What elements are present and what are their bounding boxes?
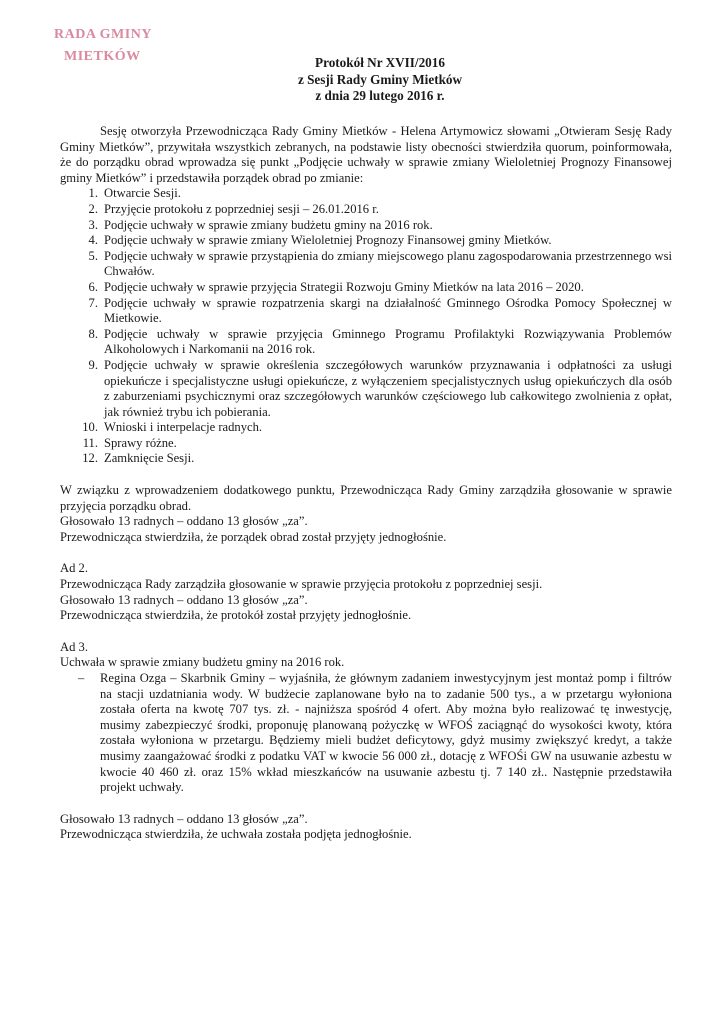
agenda-number: 1. (88, 186, 98, 201)
protocol-body (60, 124, 672, 843)
agenda-item (60, 233, 672, 249)
ad3-treasurer-statement (60, 671, 672, 796)
spacer (60, 545, 672, 561)
agenda-list (60, 186, 672, 467)
agenda-vote-paragraph: W związku z wprowadzeniem dodatkowego punktu, Przewodnicząca Rady Gminy zarządziła głosowanie w sprawie przyjęcia porządku obrad. (60, 483, 672, 513)
agenda-text: Podjęcie uchwały w sprawie przyjęcia Strategii Rozwoju Gminy Mietków na lata 2016 – 2020. (104, 279, 584, 294)
agenda-number: 5. (88, 248, 98, 263)
agenda-item (60, 451, 672, 467)
agenda-number: 12. (82, 451, 98, 466)
agenda-text: Podjęcie uchwały w sprawie zmiany Wieloletniej Prognozy Finansowej gminy Mietków. (104, 233, 552, 248)
agenda-text: Podjęcie uchwały w sprawie przyjęcia Gminnego Programu Profilaktyki Rozwiązywania Problemów Alkoholowych i Narkomanii na 2016 rok. (104, 326, 672, 357)
ad3-heading: Ad 3. (60, 639, 88, 654)
agenda-number: 6. (88, 279, 98, 294)
treasurer-statement-text: Regina Ozga – Skarbnik Gminy – wyjaśniła, że głównym zadaniem inwestycyjnym jest montaż pomp i filtrów na stacji uzdatniania wody. W budżecie zaplanowane było na to zadanie 500 tys., a w przetargu wyłoniona została oferta na kwotę 707 tys. zł. - najniższa spośród 4 ofert. Aby można było realizować tę inwestycję, musimy zabezpieczyć środki, proponuję planowaną pożyczkę w WFOŚ zaciągnąć do wysokości kwoty, która została wyłoniona w przetargu. Będziemy mieli budżet deficytowy, gdyż musimy zwiększyć kredyt, a także musimy zaangażować środki z podatku VAT w kwocie 56 000 zł., dotację z WFOŚi GW na usuwanie azbestu w kwocie 40 460 zł. oraz 15% wkład mieszkańców na usuwanie azbestu tj. 7 140 zł.. Następnie przedstawiła projekt uchwały. (100, 671, 672, 795)
ad2-vote-count: Głosowało 13 radnych – oddano 13 głosów „za”. (60, 592, 308, 607)
agenda-item (60, 218, 672, 234)
agenda-item (60, 202, 672, 218)
agenda-text: Podjęcie uchwały w sprawie przystąpienia do zmiany miejscowego planu zagospodarowania przestrzennego wsi Chwałów. (104, 248, 672, 279)
agenda-text: Sprawy różne. (104, 435, 177, 450)
agenda-text: Przyjęcie protokołu z poprzedniej sesji – 26.01.2016 r. (104, 201, 379, 216)
ad3-vote-count: Głosowało 13 radnych – oddano 13 głosów „za”. (60, 811, 308, 826)
ad2-paragraph: Przewodnicząca Rady zarządziła głosowanie w sprawie przyjęcia protokołu z poprzedniej sesji. (60, 577, 543, 592)
agenda-number: 2. (88, 201, 98, 216)
spacer (60, 796, 672, 812)
agenda-vote-result: Przewodnicząca stwierdziła, że porządek obrad został przyjęty jednogłośnie. (60, 529, 447, 544)
agenda-item (60, 420, 672, 436)
agenda-number: 11. (82, 435, 98, 450)
agenda-item (60, 249, 672, 280)
agenda-item (60, 186, 672, 202)
title-line-2: z Sesji Rady Gminy Mietków (297, 71, 463, 87)
ad2-heading: Ad 2. (60, 561, 88, 576)
agenda-number: 8. (88, 326, 98, 341)
agenda-number: 3. (88, 217, 98, 232)
title-line-3: z dnia 29 lutego 2016 r. (315, 88, 445, 103)
agenda-item (60, 280, 672, 296)
ad2-vote-result: Przewodnicząca stwierdziła, że protokół został przyjęty jednogłośnie. (60, 608, 412, 623)
ad3-paragraph: Uchwała w sprawie zmiany budżetu gminy na 2016 rok. (60, 655, 345, 670)
stamp-line-2: MIETKÓW (64, 49, 141, 64)
agenda-text: Podjęcie uchwały w sprawie zmiany budżetu gminy na 2016 rok. (104, 217, 433, 232)
agenda-text: Wnioski i interpelacje radnych. (104, 420, 263, 435)
agenda-item (60, 296, 672, 327)
agenda-text: Podjęcie uchwały w sprawie określenia szczegółowych warunków przyznawania i odpłatności za usługi opiekuńcze i specjalistyczne usługi opiekuńcze, z wyłączeniem specjalistycznych usług opiekuńczych dla osób z zaburzeniami psychicznymi oraz szczegółowych warunków częściowego lub całkowitego zwolnienia z opłat, jak również trybu ich pobierania. (104, 357, 672, 419)
agenda-text: Zamknięcie Sesji. (104, 451, 195, 466)
agenda-number: 10. (82, 420, 98, 435)
title-line-1: Protokół Nr XVII/2016 (315, 55, 445, 70)
agenda-number: 4. (88, 233, 98, 248)
dash-bullet: – (78, 671, 85, 685)
agenda-text: Otwarcie Sesji. (104, 186, 181, 201)
intro-paragraph: Sesję otworzyła Przewodnicząca Rady Gminy Mietków - Helena Artymowicz słowami „Otwieram Sesję Rady Gminy Mietków”, przywitała wszystkich zebranych, na podstawie listy obecności stwierdziła quorum, poinformowała, że do porządku obrad wprowadza się punkt „Podjęcie uchwały w sprawie zmiany Wieloletniej Prognozy Finansowej gminy Mietków” i przedstawiła porządek obrad po zmianie: (60, 124, 672, 185)
council-stamp (46, 26, 176, 66)
spacer (60, 467, 672, 483)
agenda-number: 9. (88, 357, 98, 372)
ad3-vote-result: Przewodnicząca stwierdziła, że uchwała została podjęta jednogłośnie. (60, 827, 412, 842)
agenda-item (60, 436, 672, 452)
agenda-number: 7. (88, 295, 98, 310)
agenda-item (60, 358, 672, 420)
agenda-text: Podjęcie uchwały w sprawie rozpatrzenia skargi na działalność Gminnego Ośrodka Pomocy Społecznej w Mietkowie. (104, 295, 672, 326)
agenda-vote-count: Głosowało 13 radnych – oddano 13 głosów „za”. (60, 514, 308, 529)
spacer (60, 624, 672, 640)
stamp-line-1: RADA GMINY (54, 27, 152, 42)
agenda-item (60, 327, 672, 358)
protocol-title (170, 55, 590, 105)
